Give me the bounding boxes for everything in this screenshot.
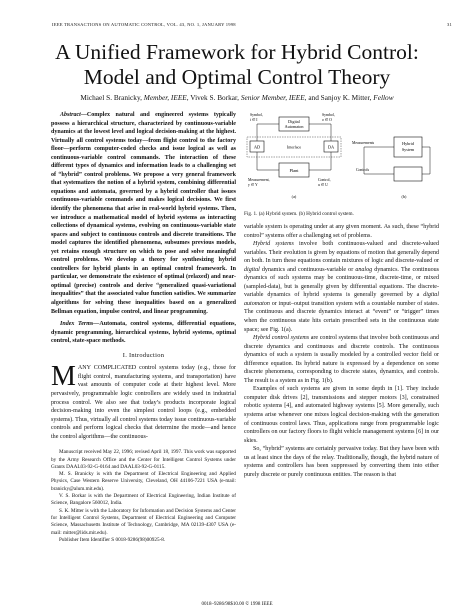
index-terms-label: Index Terms— [60,321,100,328]
col2-paragraph-5: So, “hybrid” systems are certainly pervasive today. But they have been with us at least since the days of the relay. Traditionally, though, the hybrid nature of systems and controllers has been suppressed by converting them into either purely discrete or purely continuous entities. The reason is that [244,446,439,478]
term-digital: digital [244,266,260,273]
symbol-right-o: o ∈ O [322,118,332,122]
figure-1 [244,111,439,209]
author-line [20,93,454,102]
drop-cap: M [51,361,76,393]
title-line-1: A Unified Framework for Hybrid Control: [55,40,419,64]
col2-paragraph-3 [244,334,439,385]
digital-automaton-label-1: Digital [288,119,300,124]
symbol-top-label: Symbol, [250,113,263,117]
control-label: Control, [318,178,331,182]
paper-title [20,40,454,90]
symbol-top-i: i ∈ I [250,118,258,122]
index-terms-text: Automata, control systems, differential equations, dynamic programming, hierarchical systems, hybrid systems, optimal control, state-space methods. [51,321,236,345]
arrow-plant-to-ad [257,152,279,170]
footnote-manuscript: Manuscript received May 22, 1996; revised April 18, 1997. This work was supported by the Army Research Office and the Center for Intelligent Control Systems under Grants DAAL03-92-G-0164 and DAAL03-92-G-0115. [51,449,236,470]
journal-header: IEEE TRANSACTIONS ON AUTOMATIC CONTROL, VOL. 43, NO. 1, JANUARY 1998 [52,22,236,27]
author-3-role: Fellow [373,93,394,102]
measurement-y: y ∈ Y [248,183,258,187]
footnotes [51,447,236,544]
footnote-mitter: S. K. Mitter is with the Laboratory for Information and Decision Systems and Center for Intelligent Control Systems, Department of Electrical Engineering and Computer Science, Massachusetts Institute of Technology, Cambridge, MA 02139-4307 USA (e-mail: mitter@lids.mit.edu). [51,507,236,536]
hybrid-system-diagram [244,111,439,209]
col2-p2-c: dynamics. The continuous dynamics of such systems may be continuous-time, discrete-time, or mixed (sampled-data), but is generally given by differential equations. The discrete-variable dynamics of hybrid systems is generally governed by a [244,266,439,299]
hybrid-system-label-2: System [401,147,415,152]
controls-label: Controls [356,168,370,172]
abstract [51,111,236,316]
author-3: and Sanjoy K. Mitter, [308,93,372,102]
term-analog: analog [355,266,373,273]
arrow-da-to-plant [309,152,331,170]
left-column [51,111,236,544]
col2-p3-text: are control systems that involve both continuous and discrete dynamics and continuous and discrete controls. The continuous dynamics of such a system is usually modeled by a controlled vector field or difference equation. Its hybrid nature is expressed by a dependence on some discrete phenomena, corresponding to discrete states, dynamics, and controls. The result is a system as in Fig. 1(b). [244,335,439,384]
arrow-ad-to-automaton [257,124,279,141]
author-2: Vivek S. Borkar, [190,93,239,102]
term-digital-automaton: digital automaton [244,292,439,307]
col2-paragraph-1: variable system is operating under at any given moment. As such, these “hybrid control” systems offer a challenging set of problems. [244,224,439,239]
footnote-branicky: M. S. Branicky is with the Department of Electrical Engineering and Applied Physics, Case Western Reserve University, Cleveland, OH 44106-7221 USA (e-mail: branicky@alum.mit.edu). [51,471,236,492]
page-number: 31 [447,22,452,27]
copyright-footer: 0018–9286/98$10.00 © 1998 IEEE [201,602,273,607]
arrow-automaton-to-da [309,124,331,141]
footnote-publisher-id: Publisher Item Identifier S 0018-9286(98)00925-8. [59,536,166,543]
controller-box [394,167,422,181]
abstract-text: Complex natural and engineered systems typically possess a hierarchical structure, characterized by continuous-variable dynamics at the lowest level and logical decision-making at the highest. Virtually all control systems today—from flight control to the factory floor—perform computer-coded checks and issue logical as well as continuous-variable control commands. The interaction of these different types of dynamics and information leads to a challenging set of “hybrid” control problems. We propose a very general framework that systematizes the notion of a hybrid system, combining differential equations and automata, governed by a hybrid controller that issues continuous-variable commands and makes logical decisions. We first identify the phenomena that arise in real-world hybrid systems. Then, we introduce a mathematical model of hybrid systems as interacting collections of dynamical systems, evolving on continuous-variable state spaces and subject to continuous controls and discrete transitions. The model captures the identified phenomena, subsumes previous models, yet retains enough structure on which to pose and solve meaningful control problems. We develop a theory for synthesizing hybrid controllers for hybrid plants in an optimal control framework. In particular, we demonstrate the existence of optimal (relaxed) and near-optimal (precise) controls and derive “generalized quasi-variational inequalities” that the associated value function satisfies. We summarize algorithms for solving these inequalities based on a generalized Bellman equation, impulse control, and linear programming. [51,112,236,315]
term-hybrid-control-systems: Hybrid control systems [253,335,310,342]
col2-p2-d: or input–output transition system with a countable number of states. The continuous and discrete dynamics interact at “event” or “trigger” times when the continuous state hits certain prescribed sets in the continuous state space; see Fig. 1(a). [244,300,439,333]
symbol-right-label: Symbol, [322,113,335,117]
author-1-role: Member, IEEE, [143,93,189,102]
col2-paragraph-2 [244,240,439,334]
control-u: u ∈ U [318,183,328,187]
arrow-b-right-loop [422,147,430,174]
running-header [52,22,452,30]
col2-paragraph-4: Examples of such systems are given in some depth in [1]. They include computer disk drives [2], transmissions and stepper motors [3], constrained robotic systems [4], and automated highway systems [5]. More generally, such systems arise whenever one mixes logical decision-making with the generation of continuous control laws. Thus, applications range from programmable logic controllers on our factory floors to flight vehicle management systems [6] in our skies. [244,386,439,444]
section-heading-introduction: I. Introduction [122,351,165,359]
figure-caption: Fig. 1. (a) Hybrid system. (b) Hybrid control system. [244,211,354,217]
intro-text: ANY COMPLICATED control systems today (e.g., those for flight control, manufacturing systems, and transportation) have vast amounts of computer code at their highest level. More pervasively, programmable logic controllers are widely used in industrial process control. We also see that today’s products incorporate logical decision-making into even the simplest control loops (e.g., embedded systems). Thus, virtually all control systems today issue continuous-variable controls and perform logical checks that determine the mode—and hence the control algorithms—the continuous- [51,365,236,440]
ad-label: AD [253,144,261,150]
author-2-role: Senior Member, IEEE, [240,93,307,102]
footnote-borkar: V. S. Borkar is with the Department of Electrical Engineering, Indian Institute of Science, Bangalore 560012, India. [51,493,236,507]
da-label: DA [327,144,335,150]
col2-p2-a: involve both continuous-valued and discrete-valued variables. Their evolution is given by equations of motion that generally depend on both. In turn these equations contain mixtures of logic and discrete-valued or [244,241,440,265]
figure-b-label: (b) [401,194,407,199]
hybrid-system-label-1: Hybrid [402,141,414,146]
title-line-2: Model and Optimal Control Theory [83,65,391,89]
author-1: Michael S. Branicky, [80,93,142,102]
interface-label: Interface [286,144,302,150]
right-column [244,111,439,479]
measurement-label: Measurement, [248,178,270,182]
plant-label: Plant [289,168,299,173]
col2-p2-b: dynamics and continuous-variable or [259,266,356,273]
index-terms [51,320,236,346]
figure-a-label: (a) [291,194,297,199]
term-hybrid-systems: Hybrid systems [253,241,294,248]
abstract-label: Abstract— [60,112,87,118]
intro-paragraph [51,361,236,441]
measurements-label: Measurements [352,141,375,145]
digital-automaton-label-2: Automaton [284,124,304,129]
